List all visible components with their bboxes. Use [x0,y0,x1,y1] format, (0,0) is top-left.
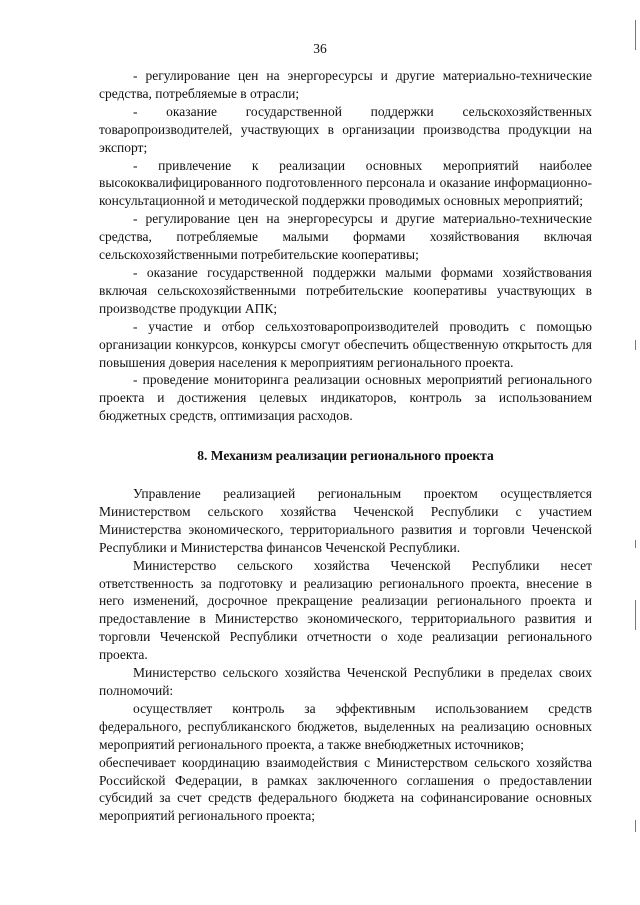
paragraph: Управление реализацией региональным проектом осуществляется Министерством сельского хозяйства Чеченской Республики с участием Министерства экономического, территориального развития и торговли Чеченской Республики и Министерства финансов Чеченской Республики. [99,486,592,555]
scan-edge-mark [635,20,636,50]
paragraph: Министерство сельского хозяйства Чеченской Республики несет ответственность за подготовку и реализацию регионального проекта, внесение в него изменений, досрочное прекращение реализации регионального проекта и предоставление в Министерство экономического, территориального развития и торговли Чеченской Республики отчетности о ходе реализации регионального проекта. [99,557,592,663]
document-body [99,67,592,825]
list-item: - проведение мониторинга реализации основных мероприятий регионального проекта и достижения целевых индикаторов, контроль за использованием бюджетных средств, оптимизация расходов. [99,372,592,424]
section-heading: 8. Механизм реализации регионального проекта [197,448,494,464]
list-item: - оказание государственной поддержки малыми формами хозяйствования включая сельскохозяйственными потребительские кооперативы участвующих в производстве продукции АПК; [99,264,592,316]
page-number: 36 [313,41,327,56]
list-item: - регулирование цен на энергоресурсы и другие материально-технические средства, потребляемые малыми формами хозяйствования включая сельскохозяйственными потребительские кооперативы; [99,211,592,263]
scan-edge-mark [635,340,636,350]
list-item: - регулирование цен на энергоресурсы и другие материально-технические средства, потребляемые в отрасли; [99,68,592,101]
paragraph: обеспечивает координацию взаимодействия с Министерством сельского хозяйства Российской Федерации, в рамках заключенного соглашения о предоставлении субсидий за счет средств федерального бюджета на софинансирование основных мероприятий регионального проекта; [99,754,592,824]
list-item: - привлечение к реализации основных мероприятий наиболее высококвалифицированного подготовленного персонала и оказание информационно-консультационной и методической поддержки проводимых основных мероприятий; [99,157,592,209]
paragraph: Министерство сельского хозяйства Чеченской Республики в пределах своих полномочий: [99,665,592,698]
list-item: - участие и отбор сельхозтоваропроизводителей проводить с помощью организации конкурсов, конкурсы смогут обеспечить общественную открытость для повышения доверия населения к мероприятиям регионального проекта. [99,318,592,370]
scan-edge-mark [635,600,636,630]
scan-edge-mark [635,820,636,832]
paragraph: осуществляет контроль за эффективным использованием средств федерального, республиканского бюджетов, выделенных на реализацию основных мероприятий регионального проекта, а также внебюджетных источников; [99,700,592,752]
scan-edge-mark [635,540,636,548]
list-item: - оказание государственной поддержки сельскохозяйственных товаропроизводителей, участвующих в организации производства продукции на экспорт; [99,103,592,155]
